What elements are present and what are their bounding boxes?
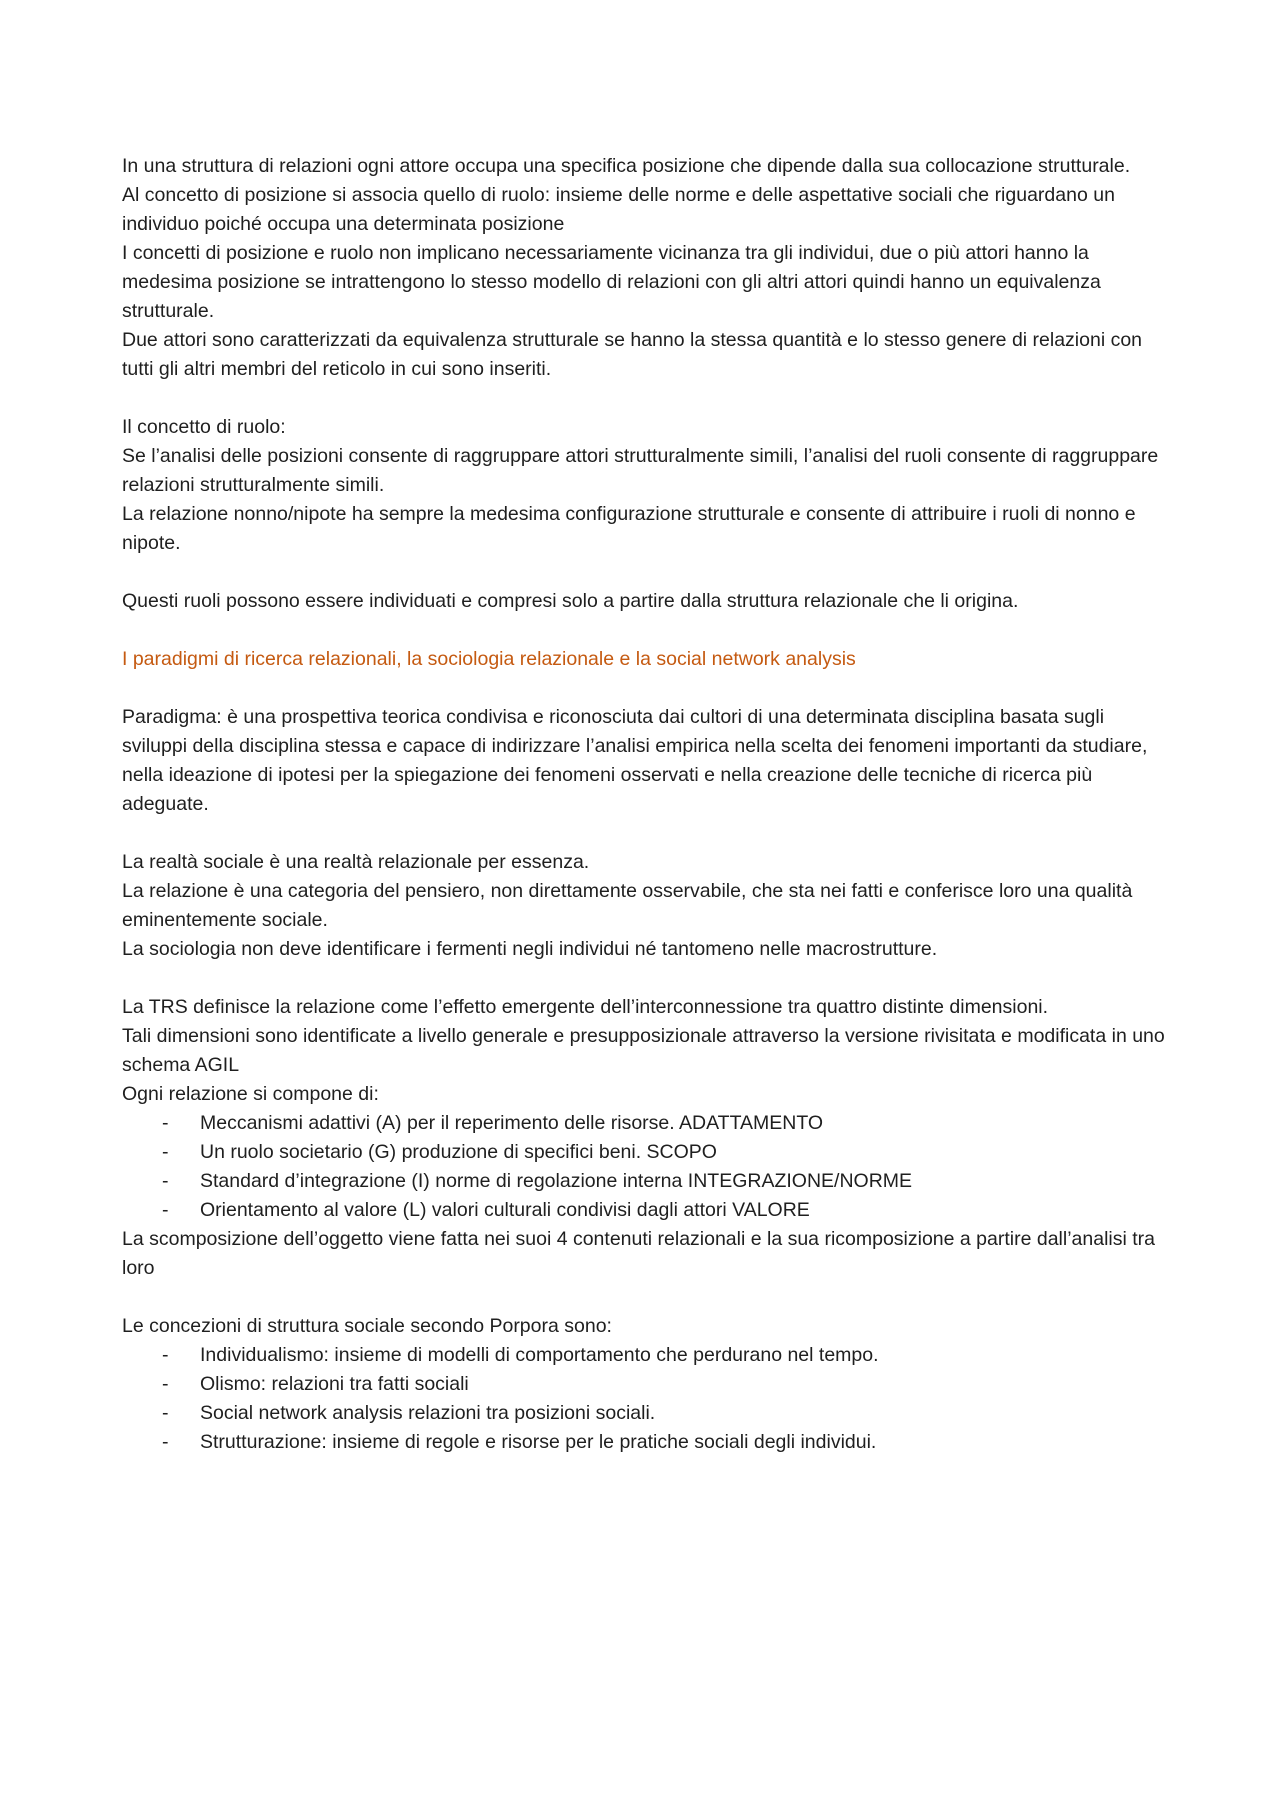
dash-bullet: -: [162, 1112, 169, 1134]
blank-line: [122, 674, 1172, 703]
paragraph-role-title: Il concetto di ruolo:: [122, 416, 286, 438]
blank-line: [122, 384, 1172, 413]
blank-line: [122, 964, 1172, 993]
list-item: - Individualismo: insieme di modelli di comportamento che perdurano nel tempo.: [122, 1341, 1172, 1370]
dash-bullet: -: [162, 1141, 169, 1163]
dash-bullet: -: [162, 1199, 169, 1221]
list-item: - Orientamento al valore (L) valori culturali condivisi dagli attori VALORE: [122, 1196, 1172, 1225]
paragraph-structural-equivalence: Due attori sono caratterizzati da equivalenza strutturale se hanno la stessa quantità e lo stesso genere di relazioni con tutti gli altri membri del reticolo in cui sono inseriti.: [122, 329, 1143, 380]
blank-line: [122, 558, 1172, 587]
paragraph-social-reality: La realtà sociale è una realtà relazionale per essenza.: [122, 851, 590, 873]
paragraph-role-concept: Al concetto di posizione si associa quello di ruolo: insieme delle norme e delle aspettative sociali che riguardano un individuo poiché occupa una determinata posizione: [122, 184, 1115, 235]
paragraph-paradigm: Paradigma: è una prospettiva teorica condivisa e riconosciuta dai cultori di una determinata disciplina basata sugli sviluppi della disciplina stessa e capace di indirizzare l’analisi empirica nella scelta dei fenomeni importanti da studiare, nella ideazione di ipotesi per la spiegazione dei fenomeni osservati e nella creazione delle tecniche di ricerca più adeguate.: [122, 706, 1148, 815]
list-item: - Strutturazione: insieme di regole e risorse per le pratiche sociali degli individui.: [122, 1428, 1172, 1457]
list-item: - Olismo: relazioni tra fatti sociali: [122, 1370, 1172, 1399]
list-item: - Meccanismi adattivi (A) per il reperimento delle risorse. ADATTAMENTO: [122, 1109, 1172, 1138]
paragraph-porpora-intro: Le concezioni di struttura sociale secondo Porpora sono:: [122, 1315, 612, 1337]
dash-bullet: -: [162, 1373, 169, 1395]
blank-line: [122, 819, 1172, 848]
paragraph-decomposition: La scomposizione dell’oggetto viene fatta nei suoi 4 contenuti relazionali e la sua ricomposizione a partire dall’analisi tra loro: [122, 1228, 1156, 1279]
section-heading: I paradigmi di ricerca relazionali, la sociologia relazionale e la social network analysis: [122, 648, 856, 670]
agil-list: [122, 1109, 1172, 1225]
paragraph-structural-position: In una struttura di relazioni ogni attore occupa una specifica posizione che dipende dalla sua collocazione strutturale.: [122, 155, 1131, 177]
list-item: - Standard d’integrazione (I) norme di regolazione interna INTEGRAZIONE/NORME: [122, 1167, 1172, 1196]
list-item: - Social network analysis relazioni tra posizioni sociali.: [122, 1399, 1172, 1428]
dash-bullet: -: [162, 1170, 169, 1192]
blank-line: [122, 1283, 1172, 1312]
paragraph-grandparent-relation: La relazione nonno/nipote ha sempre la medesima configurazione strutturale e consente di attribuire i ruoli di nonno e nipote.: [122, 503, 1136, 554]
blank-line: [122, 616, 1172, 645]
paragraph-roles-origin: Questi ruoli possono essere individuati e compresi solo a partire dalla struttura relazionale che li origina.: [122, 590, 1019, 612]
paragraph-position-role: I concetti di posizione e ruolo non implicano necessariamente vicinanza tra gli individui, due o più attori hanno la medesima posizione se intrattengono lo stesso modello di relazioni con gli altri attori quindi hanno un equivalenza strutturale.: [122, 242, 1101, 322]
paragraph-agil-scheme: Tali dimensioni sono identificate a livello generale e presupposizionale attraverso la versione rivisitata e modificata in uno schema AGIL: [122, 1025, 1165, 1076]
paragraph-relation-components: Ogni relazione si compone di:: [122, 1083, 379, 1105]
paragraph-role-analysis: Se l’analisi delle posizioni consente di raggruppare attori strutturalmente simili, l’analisi del ruoli consente di raggruppare relazioni strutturalmente simili.: [122, 445, 1159, 496]
dash-bullet: -: [162, 1431, 169, 1453]
porpora-list: [122, 1341, 1172, 1457]
document-page: [122, 152, 1172, 1457]
paragraph-relation-category: La relazione è una categoria del pensiero, non direttamente osservabile, che sta nei fatti e conferisce loro una qualità eminentemente sociale.: [122, 880, 1133, 931]
paragraph-sociology-task: La sociologia non deve identificare i fermenti negli individui né tantomeno nelle macrostrutture.: [122, 938, 938, 960]
paragraph-trs-definition: La TRS definisce la relazione come l’effetto emergente dell’interconnessione tra quattro distinte dimensioni.: [122, 996, 1049, 1018]
list-item: - Un ruolo societario (G) produzione di specifici beni. SCOPO: [122, 1138, 1172, 1167]
dash-bullet: -: [162, 1402, 169, 1424]
dash-bullet: -: [162, 1344, 169, 1366]
